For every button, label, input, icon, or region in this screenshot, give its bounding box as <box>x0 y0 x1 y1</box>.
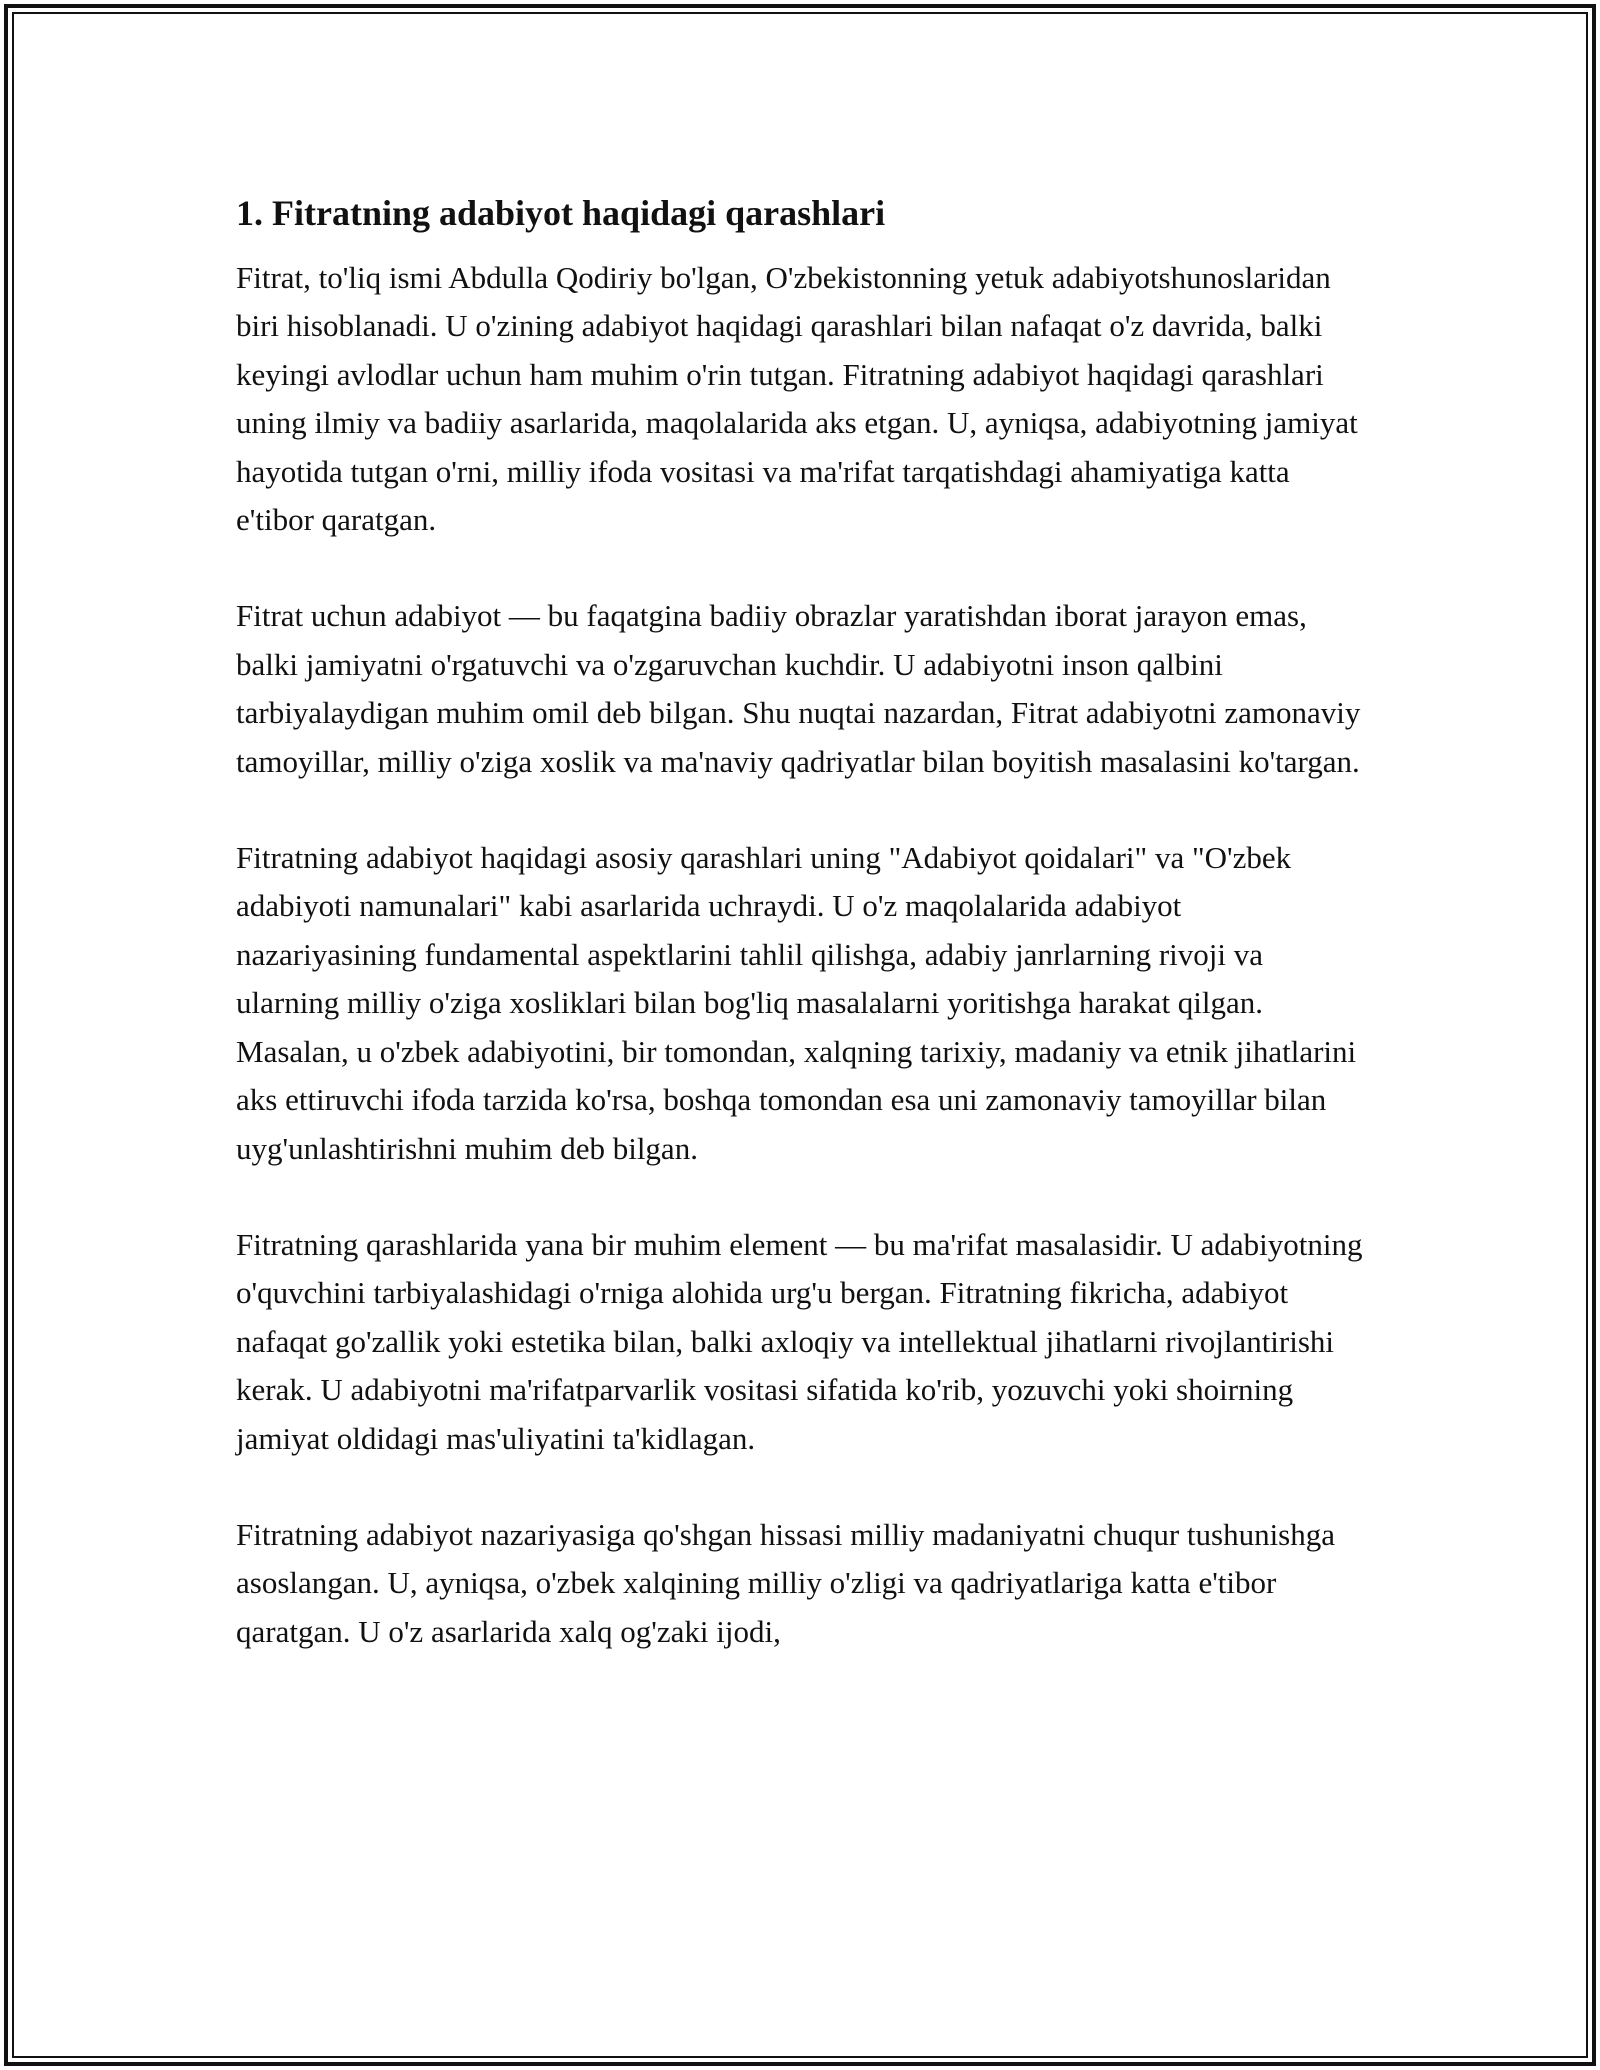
document-body <box>236 186 1366 1656</box>
section-heading: 1. Fitratning adabiyot haqidagi qarashlari <box>236 193 886 233</box>
paragraph-3: Fitratning adabiyot haqidagi asosiy qarashlari uning "Adabiyot qoidalari" va "O'zbek adabiyoti namunalari" kabi asarlarida uchraydi. U o'z maqolalarida adabiyot nazariyasining fundamental aspektlarini tahlil qilishga, adabiy janrlarning rivoji va ularning milliy o'ziga xosliklari bilan bog'liq masalalarni yoritishga harakat qilgan. Masalan, u o'zbek adabiyotini, bir tomondan, xalqning tarixiy, madaniy va etnik jihatlarini aks ettiruvchi ifoda tarzida ko'rsa, boshqa tomondan esa uni zamonaviy tamoyillar bilan uyg'unlashtirishni muhim deb bilgan. <box>236 840 1357 1166</box>
paragraph-4: Fitratning qarashlarida yana bir muhim element — bu ma'rifat masalasidir. U adabiyotning o'quvchini tarbiyalashidagi o'rniga alohida urg'u bergan. Fitratning fikricha, adabiyot nafaqat go'zallik yoki estetika bilan, balki axloqiy va intellektual jihatlarni rivojlantirishi kerak. U adabiyotni ma'rifatparvarlik vositasi sifatida ko'rib, yozuvchi yoki shoirning jamiyat oldidagi mas'uliyatini ta'kidlagan. <box>236 1226 1363 1456</box>
paragraph-1: Fitrat, to'liq ismi Abdulla Qodiriy bo'lgan, O'zbekistonning yetuk adabiyotshunoslaridan biri hisoblanadi. U o'zining adabiyot haqidagi qarashlari bilan nafaqat o'z davrida, balki keyingi avlodlar uchun ham muhim o'rin tutgan. Fitratning adabiyot haqidagi qarashlari uning ilmiy va badiiy asarlarida, maqolalarida aks etgan. U, ayniqsa, adabiyotning jamiyat hayotida tutgan o'rni, milliy ifoda vositasi va ma'rifat tarqatishdagi ahamiyatiga katta e'tibor qaratgan. <box>236 260 1358 538</box>
paragraph-5: Fitratning adabiyot nazariyasiga qo'shgan hissasi milliy madaniyatni chuqur tushunishga asoslangan. U, ayniqsa, o'zbek xalqining milliy o'zligi va qadriyatlariga katta e'tibor qaratgan. U o'z asarlarida xalq og'zaki ijodi, <box>236 1516 1336 1649</box>
paragraph-2: Fitrat uchun adabiyot — bu faqatgina badiiy obrazlar yaratishdan iborat jarayon emas, balki jamiyatni o'rgatuvchi va o'zgaruvchan kuchdir. U adabiyotni inson qalbini tarbiyalaydigan muhim omil deb bilgan. Shu nuqtai nazardan, Fitrat adabiyotni zamonaviy tamoyillar, milliy o'ziga xoslik va ma'naviy qadriyatlar bilan boyitish masalasini ko'targan. <box>236 598 1361 779</box>
